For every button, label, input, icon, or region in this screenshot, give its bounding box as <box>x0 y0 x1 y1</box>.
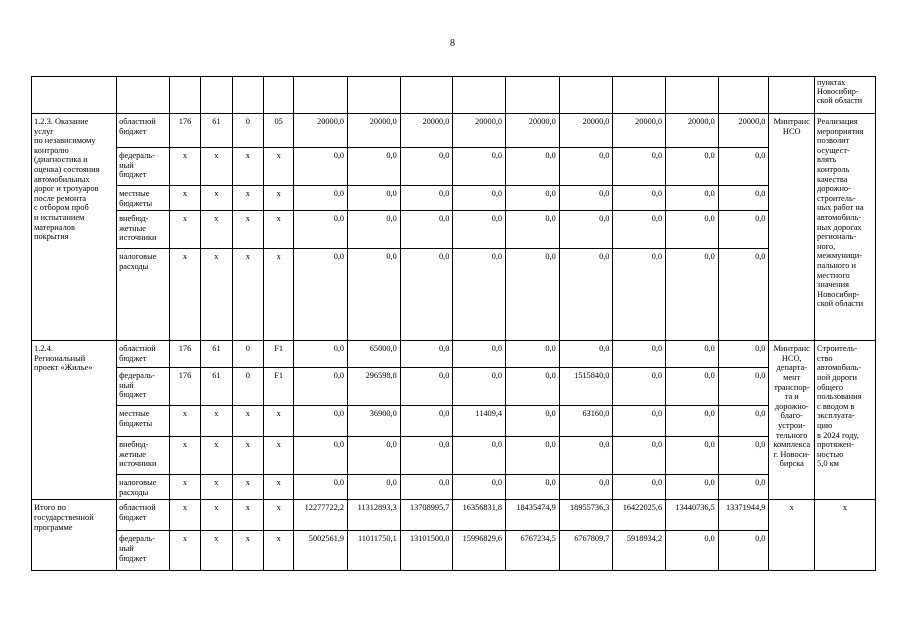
value-cell: 13708995,7 <box>400 500 453 531</box>
value-cell: 0,0 <box>718 475 769 500</box>
code-cell: x <box>232 500 263 531</box>
value-cell: 0,0 <box>559 249 613 341</box>
code-cell: x <box>232 437 263 475</box>
value-cell: 20000,0 <box>559 114 613 148</box>
code-cell: x <box>232 186 263 211</box>
value-cell: 0,0 <box>294 368 348 406</box>
result-cell: x <box>815 500 876 571</box>
value-cell: 13440736,5 <box>666 500 719 531</box>
funding-source: внебюд- жетные источники <box>117 211 170 249</box>
executor-cell: Минтранс НСО, департа- мент транспор- та и дорожно- благо- устрои- тельного комплекса г. Новоси- бирска <box>769 341 815 500</box>
value-cell: 0,0 <box>294 249 348 341</box>
value-cell: 0,0 <box>666 148 719 186</box>
value-cell: 0,0 <box>400 368 453 406</box>
value-cell: 0,0 <box>294 186 348 211</box>
code-cell: x <box>169 249 200 341</box>
value-cell: 11409,4 <box>453 406 506 437</box>
value-cell: 0,0 <box>666 211 719 249</box>
code-cell: x <box>232 211 263 249</box>
value-cell: 0,0 <box>400 186 453 211</box>
table-row <box>32 368 876 406</box>
empty-cell <box>201 77 232 114</box>
table-row <box>32 341 876 368</box>
value-cell: 0,0 <box>613 211 666 249</box>
value-cell: 16356831,8 <box>453 500 506 531</box>
value-cell: 0,0 <box>400 211 453 249</box>
value-cell: 0,0 <box>559 186 613 211</box>
value-cell: 6767234,5 <box>506 531 560 571</box>
executor-cell: x <box>769 500 815 571</box>
value-cell: 0,0 <box>666 531 719 571</box>
value-cell: 0,0 <box>559 148 613 186</box>
result-cell: Строитель- ство автомобиль- ной дороги общего пользования с вводом в эксплуата- цию в 2024 году, протяжен- ностью 5,0 км <box>815 341 876 500</box>
code-cell: x <box>169 148 200 186</box>
value-cell: 0,0 <box>453 437 506 475</box>
value-cell: 0,0 <box>506 406 560 437</box>
activity-title: Итого по государственной программе <box>32 500 117 571</box>
funding-source: областной бюджет <box>117 114 170 148</box>
value-cell: 0,0 <box>613 368 666 406</box>
code-cell: 0 <box>232 114 263 148</box>
value-cell: 0,0 <box>453 148 506 186</box>
code-cell: x <box>263 406 293 437</box>
value-cell: 0,0 <box>400 249 453 341</box>
value-cell: 0,0 <box>506 148 560 186</box>
funding-source: федераль- ный бюджет <box>117 368 170 406</box>
value-cell: 0,0 <box>294 406 348 437</box>
code-cell: x <box>232 249 263 341</box>
table-body <box>32 77 876 571</box>
code-cell: x <box>201 148 232 186</box>
value-cell: 0,0 <box>348 148 401 186</box>
code-cell: x <box>169 406 200 437</box>
table-row <box>32 406 876 437</box>
code-cell: 61 <box>201 114 232 148</box>
code-cell: x <box>169 211 200 249</box>
value-cell: 0,0 <box>718 341 769 368</box>
empty-cell <box>32 77 117 114</box>
code-cell: x <box>263 148 293 186</box>
table-row <box>32 249 876 341</box>
empty-cell <box>559 77 613 114</box>
code-cell: 176 <box>169 368 200 406</box>
value-cell: 0,0 <box>718 437 769 475</box>
empty-cell <box>294 77 348 114</box>
value-cell: 5918934,2 <box>613 531 666 571</box>
value-cell: 13101500,0 <box>400 531 453 571</box>
code-cell: F1 <box>263 368 293 406</box>
table-row <box>32 211 876 249</box>
value-cell: 20000,0 <box>348 114 401 148</box>
value-cell: 0,0 <box>666 341 719 368</box>
value-cell: 0,0 <box>453 341 506 368</box>
value-cell: 20000,0 <box>453 114 506 148</box>
empty-cell <box>232 77 263 114</box>
value-cell: 20000,0 <box>718 114 769 148</box>
value-cell: 0,0 <box>294 475 348 500</box>
value-cell: 0,0 <box>294 148 348 186</box>
value-cell: 18955736,3 <box>559 500 613 531</box>
value-cell: 0,0 <box>294 437 348 475</box>
value-cell: 296598,8 <box>348 368 401 406</box>
value-cell: 0,0 <box>400 148 453 186</box>
code-cell: x <box>169 500 200 531</box>
value-cell: 0,0 <box>294 211 348 249</box>
executor-cell: Минтранс НСО <box>769 114 815 341</box>
code-cell: x <box>169 475 200 500</box>
value-cell: 12277722,2 <box>294 500 348 531</box>
code-cell: x <box>201 475 232 500</box>
value-cell: 0,0 <box>613 406 666 437</box>
value-cell: 0,0 <box>613 148 666 186</box>
value-cell: 0,0 <box>666 249 719 341</box>
value-cell: 0,0 <box>613 249 666 341</box>
value-cell: 0,0 <box>666 186 719 211</box>
value-cell: 0,0 <box>559 211 613 249</box>
page-number: 8 <box>450 38 455 49</box>
value-cell: 0,0 <box>559 475 613 500</box>
empty-cell <box>613 77 666 114</box>
value-cell: 0,0 <box>453 249 506 341</box>
code-cell: x <box>263 531 293 571</box>
value-cell: 0,0 <box>718 211 769 249</box>
value-cell: 0,0 <box>400 437 453 475</box>
code-cell: x <box>263 211 293 249</box>
funding-source: федераль- ный бюджет <box>117 531 170 571</box>
value-cell: 0,0 <box>348 475 401 500</box>
value-cell: 0,0 <box>718 368 769 406</box>
value-cell: 18435474,9 <box>506 500 560 531</box>
value-cell: 0,0 <box>453 211 506 249</box>
value-cell: 0,0 <box>666 437 719 475</box>
code-cell: x <box>169 186 200 211</box>
code-cell: x <box>232 148 263 186</box>
code-cell: x <box>263 186 293 211</box>
value-cell: 0,0 <box>559 437 613 475</box>
code-cell: 0 <box>232 368 263 406</box>
code-cell: x <box>263 475 293 500</box>
value-cell: 0,0 <box>666 406 719 437</box>
value-cell: 0,0 <box>613 186 666 211</box>
funding-source: местные бюджеты <box>117 406 170 437</box>
value-cell: 20000,0 <box>666 114 719 148</box>
value-cell: 0,0 <box>506 475 560 500</box>
value-cell: 0,0 <box>400 341 453 368</box>
value-cell: 5002561,9 <box>294 531 348 571</box>
value-cell: 0,0 <box>666 475 719 500</box>
code-cell: x <box>201 186 232 211</box>
code-cell: 0 <box>232 341 263 368</box>
value-cell: 0,0 <box>718 148 769 186</box>
value-cell: 0,0 <box>453 186 506 211</box>
funding-source: налоговые расходы <box>117 475 170 500</box>
empty-cell <box>263 77 293 114</box>
code-cell: x <box>263 249 293 341</box>
table-row <box>32 531 876 571</box>
value-cell: 0,0 <box>453 368 506 406</box>
value-cell: 0,0 <box>506 368 560 406</box>
empty-cell <box>169 77 200 114</box>
code-cell: 05 <box>263 114 293 148</box>
activity-title: 1.2.4. Региональный проект «Жилье» <box>32 341 117 500</box>
value-cell: 20000,0 <box>294 114 348 148</box>
funding-source: внебюд- жетные источники <box>117 437 170 475</box>
code-cell: F1 <box>263 341 293 368</box>
value-cell: 0,0 <box>506 341 560 368</box>
table-row <box>32 186 876 211</box>
empty-cell <box>348 77 401 114</box>
value-cell: 0,0 <box>718 406 769 437</box>
value-cell: 11312893,3 <box>348 500 401 531</box>
empty-cell <box>506 77 560 114</box>
code-cell: 176 <box>169 341 200 368</box>
code-cell: x <box>232 406 263 437</box>
funding-source: налоговые расходы <box>117 249 170 341</box>
value-cell: 0,0 <box>506 211 560 249</box>
code-cell: x <box>263 500 293 531</box>
code-cell: 61 <box>201 341 232 368</box>
value-cell: 0,0 <box>613 437 666 475</box>
empty-cell <box>453 77 506 114</box>
table-row <box>32 114 876 148</box>
value-cell: 0,0 <box>559 341 613 368</box>
table-row <box>32 500 876 531</box>
code-cell: x <box>169 531 200 571</box>
table-row <box>32 437 876 475</box>
value-cell: 0,0 <box>348 437 401 475</box>
code-cell: x <box>263 437 293 475</box>
funding-source: федераль- ный бюджет <box>117 148 170 186</box>
code-cell: x <box>232 475 263 500</box>
code-cell: x <box>201 406 232 437</box>
value-cell: 0,0 <box>348 211 401 249</box>
value-cell: 0,0 <box>294 341 348 368</box>
value-cell: 0,0 <box>400 406 453 437</box>
funding-source: местные бюджеты <box>117 186 170 211</box>
code-cell: x <box>201 249 232 341</box>
activity-title: 1.2.3. Оказание услуг по независимому контролю (диагностика и оценка) состояния автомобильных дорог и тротуаров после ремонта с отбором проб и испытанием материалов покрытия <box>32 114 117 341</box>
code-cell: x <box>169 437 200 475</box>
value-cell: 0,0 <box>506 186 560 211</box>
code-cell: 61 <box>201 368 232 406</box>
value-cell: 0,0 <box>666 368 719 406</box>
code-cell: x <box>201 500 232 531</box>
value-cell: 0,0 <box>718 186 769 211</box>
value-cell: 0,0 <box>718 249 769 341</box>
value-cell: 63160,0 <box>559 406 613 437</box>
value-cell: 20000,0 <box>506 114 560 148</box>
funding-source: областной бюджет <box>117 341 170 368</box>
table-row <box>32 148 876 186</box>
value-cell: 6767809,7 <box>559 531 613 571</box>
code-cell: x <box>201 437 232 475</box>
empty-cell <box>666 77 719 114</box>
value-cell: 15996829,6 <box>453 531 506 571</box>
value-cell: 1515840,0 <box>559 368 613 406</box>
empty-cell <box>718 77 769 114</box>
funding-source: областной бюджет <box>117 500 170 531</box>
code-cell: x <box>232 531 263 571</box>
code-cell: x <box>201 531 232 571</box>
empty-cell <box>769 77 815 114</box>
empty-cell <box>117 77 170 114</box>
result-cell: Реализация мероприятия позволит осущест- влять контроль качества дорожно- строитель- ных работ на автомобиль- ных дорогах региональ- ного, межмуници- пального и местного значения Новосибир- ской области <box>815 114 876 341</box>
value-cell: 20000,0 <box>613 114 666 148</box>
code-cell: 176 <box>169 114 200 148</box>
value-cell: 0,0 <box>718 531 769 571</box>
value-cell: 0,0 <box>453 475 506 500</box>
value-cell: 0,0 <box>506 249 560 341</box>
value-cell: 0,0 <box>400 475 453 500</box>
value-cell: 16422025,6 <box>613 500 666 531</box>
budget-table <box>31 76 876 571</box>
value-cell: 0,0 <box>348 249 401 341</box>
value-cell: 0,0 <box>348 186 401 211</box>
value-cell: 0,0 <box>613 475 666 500</box>
empty-cell <box>400 77 453 114</box>
value-cell: 11011750,1 <box>348 531 401 571</box>
value-cell: 20000,0 <box>400 114 453 148</box>
table-row-continuation <box>32 77 876 114</box>
value-cell: 65000,0 <box>348 341 401 368</box>
continuation-note: пунктах Новосибир- ской области <box>815 77 876 114</box>
table-row <box>32 475 876 500</box>
value-cell: 36900,0 <box>348 406 401 437</box>
value-cell: 13371944,9 <box>718 500 769 531</box>
code-cell: x <box>201 211 232 249</box>
value-cell: 0,0 <box>506 437 560 475</box>
value-cell: 0,0 <box>613 341 666 368</box>
